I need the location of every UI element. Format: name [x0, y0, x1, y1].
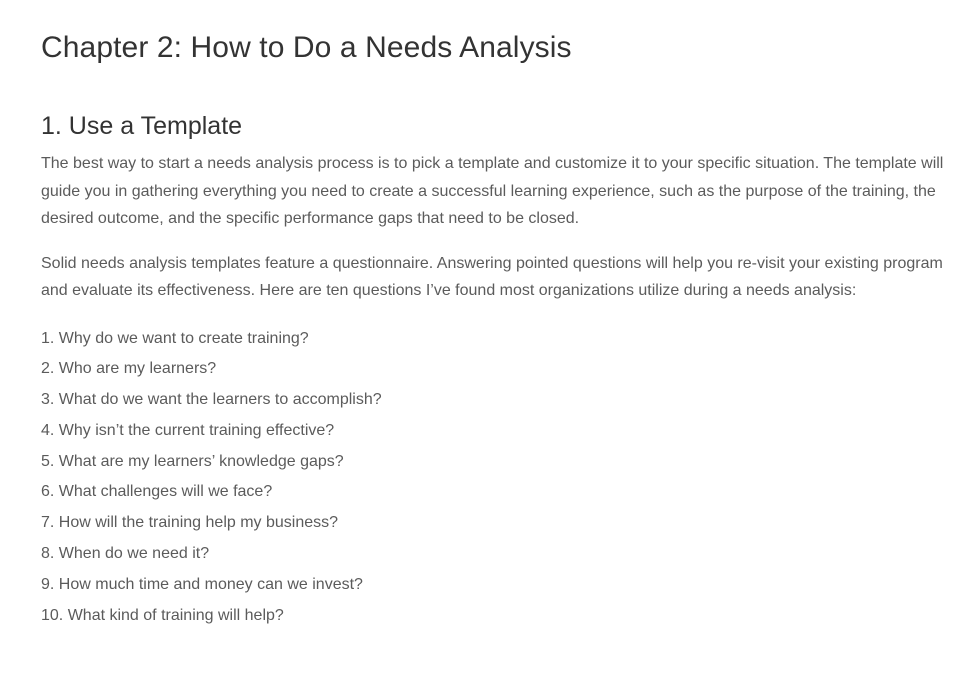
list-item: 10. What kind of training will help?: [41, 606, 284, 624]
list-item: 3. What do we want the learners to accomplish?: [41, 391, 382, 409]
list-item: 7. How will the training help my business?: [41, 514, 339, 532]
intro-paragraph: The best way to start a needs analysis process is to pick a template and customize it to your specific situation. The template will guide you in gathering everything you need to create a successful learning experience, such as the purpose of the training, the desired outcome, and the specific performance gaps that need to be closed.: [41, 155, 944, 227]
section-title: 1. Use a Template: [41, 112, 243, 140]
list-item: 4. Why isn’t the current training effective?: [41, 421, 335, 439]
list-item: 2. Who are my learners?: [41, 360, 217, 378]
questions-list: [41, 324, 980, 632]
list-item: 1. Why do we want to create training?: [41, 329, 309, 347]
list-item: 6. What challenges will we face?: [41, 483, 273, 501]
list-item: 9. How much time and money can we invest?: [41, 575, 363, 593]
chapter-title: Chapter 2: How to Do a Needs Analysis: [41, 31, 572, 64]
list-item: 8. When do we need it?: [41, 545, 210, 563]
questionnaire-paragraph: Solid needs analysis templates feature a questionnaire. Answering pointed questions will help you re-visit your existing program and evaluate its effectiveness. Here are ten questions I’ve found most organizations utilize during a needs analysis:: [41, 254, 943, 299]
list-item: 5. What are my learners’ knowledge gaps?: [41, 452, 344, 470]
